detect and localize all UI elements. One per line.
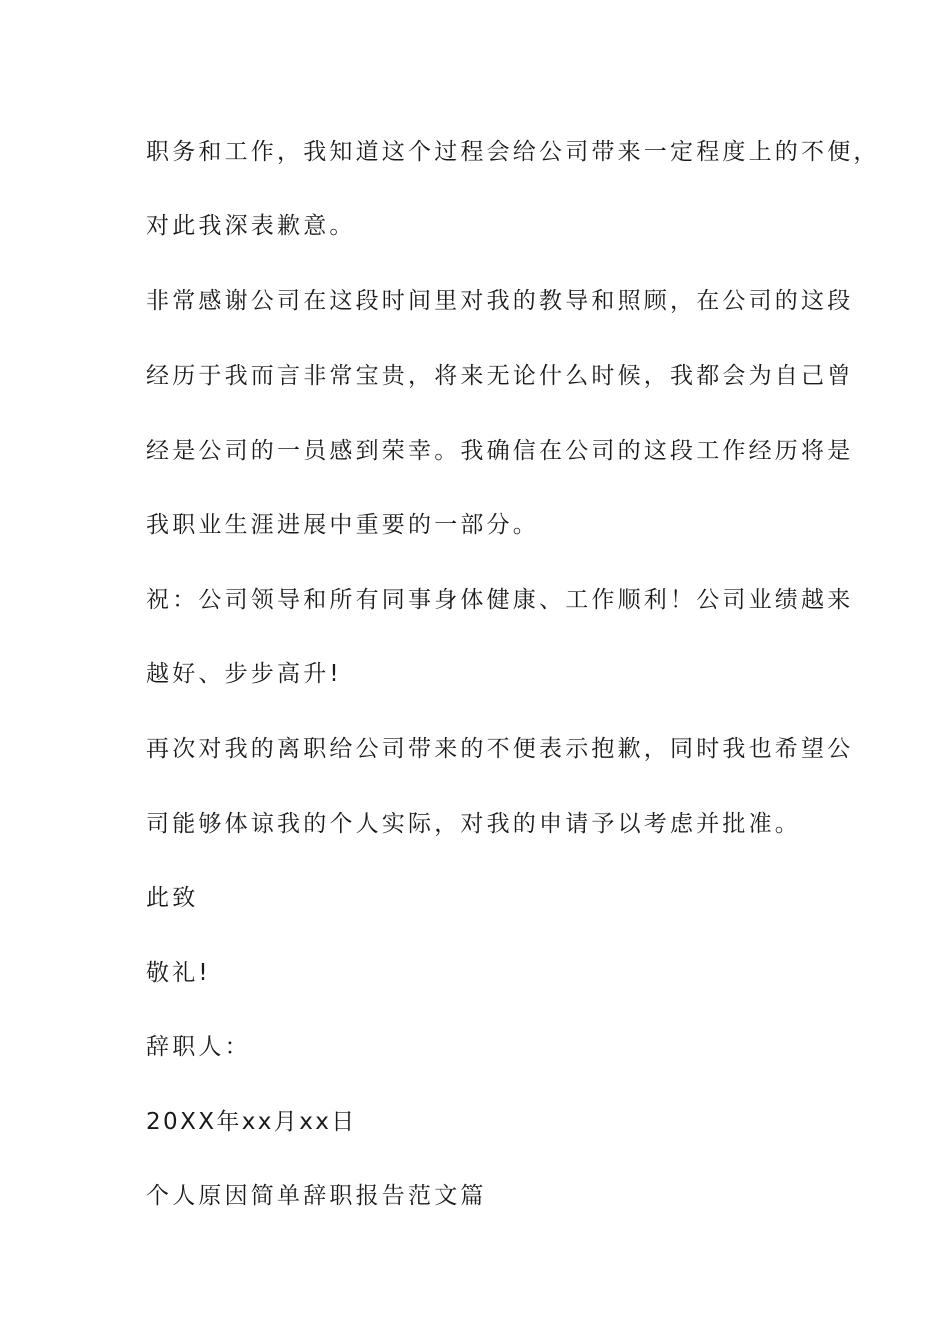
paragraph-line: 越好、步步高升!: [146, 661, 342, 687]
paragraph-line: 经是公司的一员感到荣幸。我确信在公司的这段工作经历将是: [146, 438, 854, 464]
paragraph-line: 对此我深表歉意。: [146, 213, 356, 239]
closing-line: 此致: [146, 885, 199, 911]
paragraph-line: 再次对我的离职给公司带来的不便表示抱歉，同时我也希望公: [146, 736, 854, 762]
date-line: 20XX年xx月xx日: [146, 1109, 357, 1135]
paragraph-line: 职务和工作，我知道这个过程会给公司带来一定程度上的不便，: [146, 139, 880, 165]
paragraph-line: 司能够体谅我的个人实际，对我的申请予以考虑并批准。: [146, 811, 801, 837]
paragraph-line: 我职业生涯进展中重要的一部分。: [146, 512, 539, 538]
paragraph-line: 经历于我而言非常宝贵，将来无论什么时候，我都会为自己曾: [146, 363, 854, 389]
salutation-line: 敬礼!: [146, 960, 211, 986]
signature-label: 辞职人：: [146, 1034, 251, 1060]
paragraph-line: 祝：公司领导和所有同事身体健康、工作顺利！公司业绩越来: [146, 587, 854, 613]
paragraph-line: 非常感谢公司在这段时间里对我的教导和照顾，在公司的这段: [146, 288, 854, 314]
section-heading: 个人原因简单辞职报告范文篇: [146, 1183, 487, 1209]
